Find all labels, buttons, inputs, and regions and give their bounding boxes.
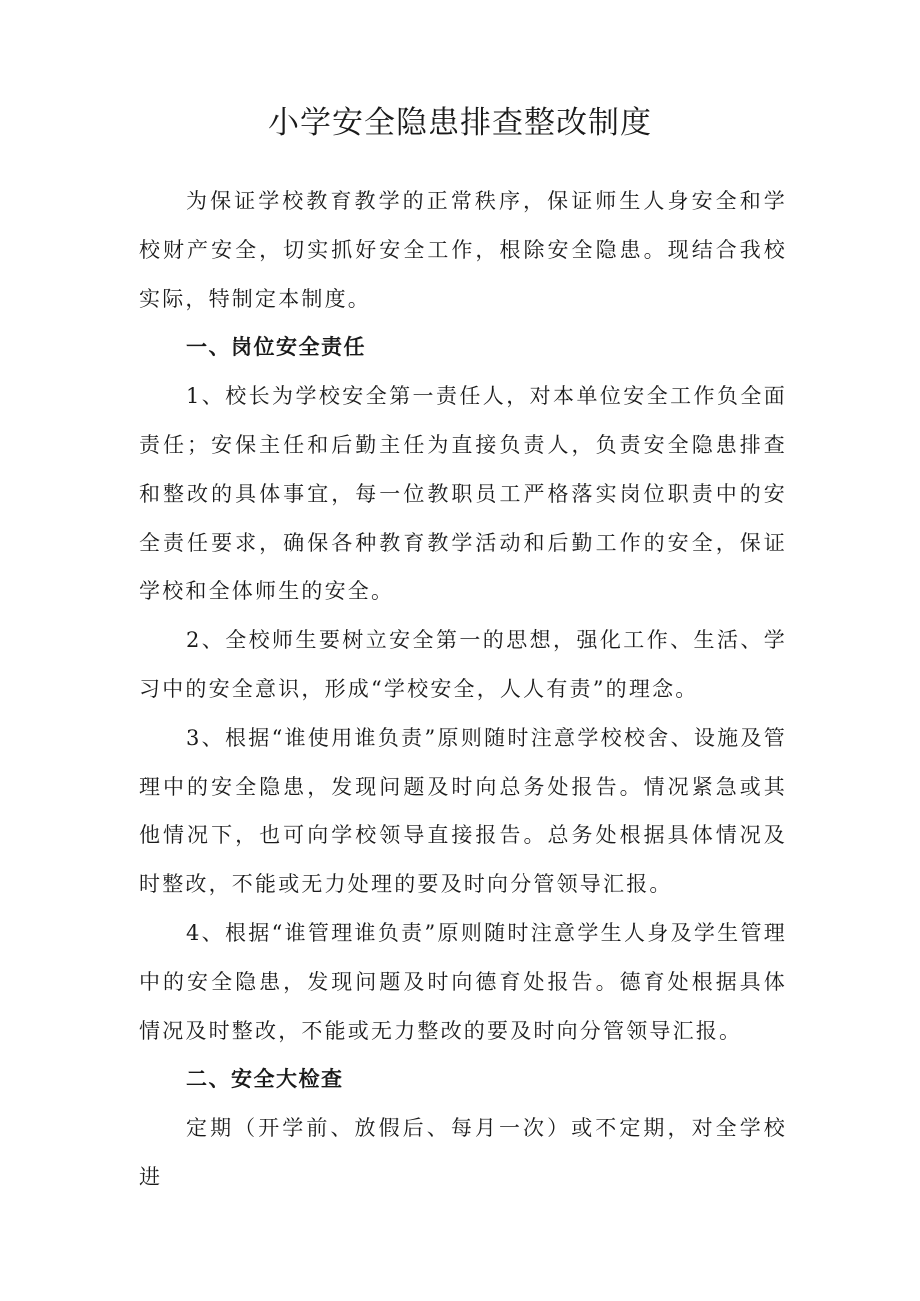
- section1-item-3: 3、根据“谁使用谁负责”原则随时注意学校校舍、设施及管理中的安全隐患，发现问题及时向总务处报告。情况紧急或其他情况下，也可向学校领导直接报告。总务处根据具体情况及时整改，不能或无力处理的要及时向分管领导汇报。: [139, 725, 787, 897]
- section1-item-2: 2、全校师生要树立安全第一的思想，强化工作、生活、学习中的安全意识，形成“学校安全，人人有责”的理念。: [139, 628, 787, 701]
- section-heading-safety-inspection: 二、安全大检查: [186, 1067, 344, 1092]
- intro-paragraph: 为保证学校教育教学的正常秩序，保证师生人身安全和学校财产安全，切实抓好安全工作，根除安全隐患。现结合我校实际，特制定本制度。: [139, 189, 787, 311]
- section1-item-4: 4、根据“谁管理谁负责”原则随时注意学生人身及学生管理中的安全隐患，发现问题及时向德育处报告。德育处根据具体情况及时整改，不能或无力整改的要及时向分管领导汇报。: [139, 920, 787, 1043]
- section2-item-1: 定期（开学前、放假后、每月一次）或不定期，对全学校进: [139, 1116, 787, 1189]
- document-title: 小学安全隐患排查整改制度: [268, 105, 652, 141]
- section1-item-1: 1、校长为学校安全第一责任人，对本单位安全工作负全面责任；安保主任和后勤主任为直接负责人，负责安全隐患排查和整改的具体事宜，每一位教职员工严格落实岗位职责中的安全责任要求，确保各种教育教学活动和后勤工作的安全，保证学校和全体师生的安全。: [139, 384, 787, 604]
- document-body: [139, 177, 787, 1202]
- section-heading-job-safety: 一、岗位安全责任: [186, 335, 366, 360]
